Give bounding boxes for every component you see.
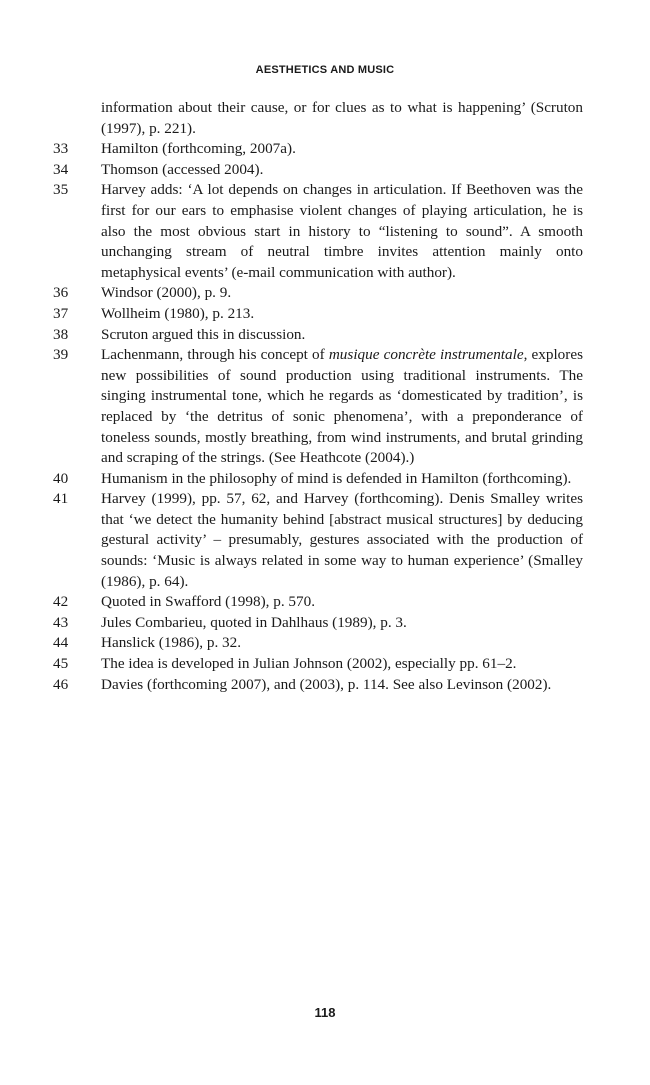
endnote-37 [53, 304, 583, 325]
endnote-text: Hanslick (1986), p. 32. [101, 634, 242, 652]
endnote-number: 46 [53, 675, 69, 693]
endnote-text-before: Lachenmann, through his concept of [101, 346, 329, 364]
endnote-43 [53, 613, 583, 634]
endnote-46 [53, 675, 583, 696]
endnote-text: Thomson (accessed 2004). [101, 160, 264, 178]
endnote-40 [53, 469, 583, 490]
endnote-number: 43 [53, 613, 69, 631]
endnote-number: 42 [53, 593, 69, 611]
endnote-text: Scruton argued this in discussion. [101, 325, 306, 343]
endnote-text: Harvey adds: ‘A lot depends on changes in articulation. If Beethoven was the first for our ears to emphasise violent changes of playing articulation, he is also the most obvious start in history to “listening to sound”. A smooth unchanging stream of neutral timbre invites attention mainly onto metaphysical events’ (e-mail communication with author). [101, 181, 583, 281]
running-header: AESTHETICS AND MUSIC [255, 64, 395, 76]
endnote-continuation: information about their cause, or for clues as to what is happening’ (Scruton (1997), p. 221). [101, 99, 583, 137]
endnote-44 [53, 633, 583, 654]
endnote-text-after: , explores new possibilities of sound production using traditional instruments. The singing instrumental tone, which he regards as ‘domesticated by tradition’, is replaced by ‘the detritus of sonic phenomena’, with a preponderance of toneless sounds, mostly breathing, from wind instruments, and brutal grinding and scraping of the strings. (See Heathcote (2004).) [101, 346, 583, 467]
endnote-34 [53, 160, 583, 181]
endnote-text: Davies (forthcoming 2007), and (2003), p. 114. See also Levinson (2002). [101, 675, 552, 693]
endnote-text: Hamilton (forthcoming, 2007a). [101, 140, 296, 158]
endnote-text: Jules Combarieu, quoted in Dahlhaus (1989), p. 3. [101, 613, 407, 631]
endnote-41 [53, 489, 583, 592]
endnote-number: 37 [53, 304, 69, 322]
endnote-45 [53, 654, 583, 675]
endnote-text: The idea is developed in Julian Johnson (2002), especially pp. 61–2. [101, 655, 517, 673]
endnote-number: 36 [53, 284, 69, 302]
endnote-number: 39 [53, 346, 69, 364]
endnote-number: 38 [53, 325, 69, 343]
endnote-number: 44 [53, 634, 69, 652]
endnote-text: Harvey (1999), pp. 57, 62, and Harvey (forthcoming). Denis Smalley writes that ‘we detect the humanity behind [abstract musical structures] by deducing gestural activity’ – presumably, gestures associated with the production of sounds: ‘Music is always related in some way to human experience’ (Smalley (1986), p. 64). [101, 490, 583, 590]
endnote-35 [53, 180, 583, 283]
endnote-text-italic: musique concrète instrumentale [328, 346, 524, 364]
endnote-text: Humanism in the philosophy of mind is defended in Hamilton (forthcoming). [101, 469, 572, 487]
endnote-42 [53, 592, 583, 613]
endnote-number: 41 [53, 490, 69, 508]
endnote-number: 35 [53, 181, 69, 199]
endnote-number: 34 [53, 160, 69, 178]
endnote-33 [53, 139, 583, 160]
endnote-number: 40 [53, 469, 69, 487]
endnote-number: 33 [53, 140, 69, 158]
endnote-number: 45 [53, 655, 69, 673]
endnote-text: Quoted in Swafford (1998), p. 570. [101, 593, 316, 611]
page-number: 118 [314, 1005, 336, 1020]
endnote-38 [53, 325, 583, 346]
endnotes-list [53, 98, 583, 695]
endnote-text: Windsor (2000), p. 9. [101, 284, 232, 302]
endnote-39 [53, 345, 583, 469]
endnote-text: Wollheim (1980), p. 213. [101, 304, 255, 322]
endnote-36 [53, 283, 583, 304]
